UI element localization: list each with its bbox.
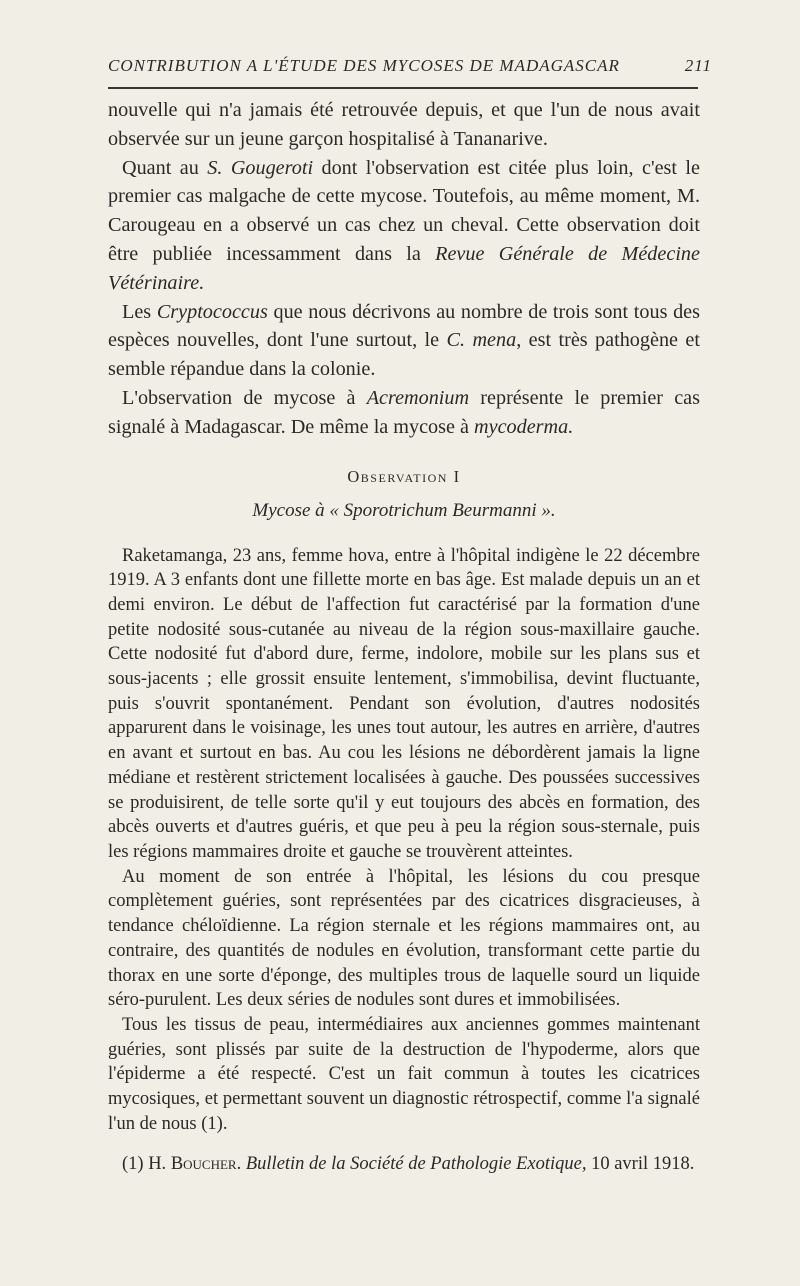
- observation-heading: Observation I: [347, 466, 461, 486]
- case-paragraph-3: Tous les tissus de peau, intermédiaires aux anciennes gommes maintenant guéries, sont plissés par suite de la destruction de l'hypoderme, alors que l'épiderme a été respecté. C'est un fait commun à toutes les cicatrices mycosiques, et permettant souvent un diagnostic rétrospectif, comme l'a signalé l'un de nous (1).: [108, 1014, 700, 1134]
- case-paragraph-2: Au moment de son entrée à l'hôpital, les lésions du cou presque complètement guéries, sont représentées par des cicatrices disgracieuses, à tendance chéloïdienne. La région sternale et les régions mammaires ont, au contraire, des quantités de nodules en évolution, transformant cette partie du thorax en une sorte d'éponge, des multiples trous de laquelle sourd un liquide séro-purulent. Les deux séries de nodules sont dures et immobilisées.: [108, 866, 700, 1011]
- running-title: CONTRIBUTION A L'ÉTUDE DES MYCOSES DE MADAGASCAR: [108, 56, 620, 75]
- observation-subtitle: Mycose à « Sporotrichum Beurmanni ».: [252, 499, 556, 521]
- footnote: (1) H. Boucher. Bulletin de la Société de Pathologie Exotique, 10 avril 1918.: [122, 1154, 695, 1175]
- intro-paragraph-1: nouvelle qui n'a jamais été retrouvée depuis, et que l'un de nous avait observée sur un jeune garçon hospitalisé à Tananarive.: [108, 99, 700, 150]
- intro-paragraph-2: Quant au S. Gougeroti dont l'observation est citée plus loin, c'est le premier cas malgache de cette mycose. Toutefois, au même moment, M. Carougeau en a observé un cas chez un cheval. Cette observation doit être publiée incessamment dans la Revue Générale de Médecine Vétérinaire.: [108, 156, 701, 294]
- case-paragraph-1: Raketamanga, 23 ans, femme hova, entre à l'hôpital indigène le 22 décembre 1919. A 3 enfants dont une fillette morte en bas âge. Est malade depuis un an et demi environ. Le début de l'affection fut caractérisé par la formation d'une petite nodosité sous-cutanée au niveau de la région sous-maxillaire gauche. Cette nodosité fut d'abord dure, ferme, indolore, mobile sur les plans sus et sous-jacents ; elle grossit ensuite lentement, s'immobilisa, devint fluctuante, puis s'ouvrit spontanément. Pendant son évolution, d'autres nodosités apparurent dans le voisinage, les unes tout autour, les autres en arrière, d'autres en avant et surtout en bas. Au cou les lésions ne débordèrent jamais la ligne médiane et restèrent strictement localisées à gauche. Des poussées successives se produisirent, de telle sorte qu'il y eut toujours des abcès en formation, des abcès ouverts et d'autres guéris, et que peu à peu la région sous-sternale, puis les régions mammaires droite et gauche se trouvèrent atteintes.: [108, 545, 700, 862]
- intro-paragraph-3: Les Cryptococcus que nous décrivons au nombre de trois sont tous des espèces nouvelles, dont l'une surtout, le C. mena, est très pathogène et semble répandue dans la colonie.: [108, 300, 700, 381]
- page-number: 211: [684, 56, 712, 75]
- intro-paragraph-4: L'observation de mycose à Acremonium représente le premier cas signalé à Madagascar. De même la mycose à mycoderma.: [108, 386, 700, 438]
- running-head: [108, 56, 712, 76]
- header-rule: [108, 87, 698, 89]
- page-body: [108, 96, 700, 1176]
